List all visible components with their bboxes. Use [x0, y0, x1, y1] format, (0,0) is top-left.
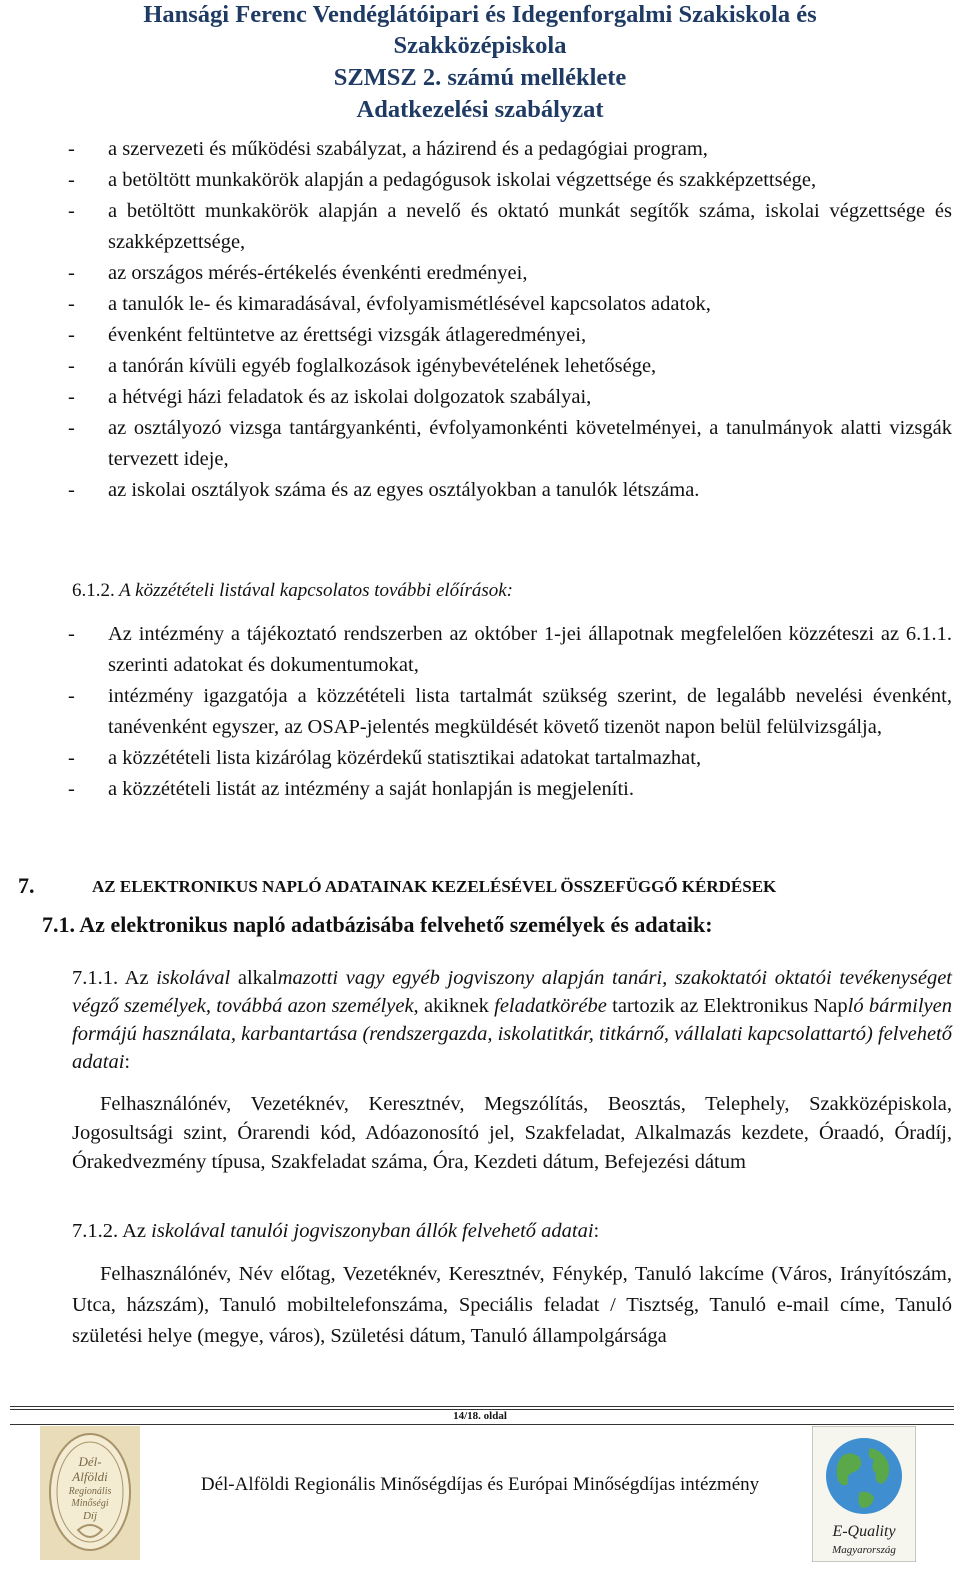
list-item — [68, 289, 952, 320]
list-item-text: a közzétételi lista kizárólag közérdekű statisztikai adatokat tartalmazhat, — [108, 747, 702, 769]
bullet-dash: - — [68, 355, 75, 377]
list-item-text: az iskolai osztályok száma és az egyes osztályokban a tanulók létszáma. — [108, 479, 700, 501]
bullet-dash: - — [68, 778, 75, 800]
list-item-text: a betöltött munkakörök alapján a pedagógusok iskolai végzettsége és szakképzettsége, — [108, 169, 817, 191]
list-item — [68, 258, 952, 289]
bullet-dash: - — [68, 386, 75, 408]
list-item — [68, 774, 952, 805]
header-line-1: Hansági Ferenc Vendéglátóipari és Idegenforgalmi Szakiskola és — [143, 1, 817, 28]
list-item — [68, 165, 952, 196]
e-quality-logo — [812, 1426, 916, 1562]
list-item — [68, 351, 952, 382]
italic-run: mazotti vagy egyéb jogviszony alapján tanári, szakoktatói oktatói tevékenységet végző személyek, továbbá azon személyek — [72, 967, 953, 1017]
list-item-text: a hétvégi házi feladatok és az iskolai dolgozatok szabályai, — [108, 386, 592, 408]
list-item — [68, 196, 952, 258]
list-item-text: az országos mérés-értékelés évenkénti eredményei, — [108, 262, 528, 284]
bullet-dash: - — [68, 138, 75, 160]
bullet-dash: - — [68, 324, 75, 346]
paragraph-7-1-2 — [72, 1217, 952, 1245]
italic-run: feladatkörébe — [494, 995, 607, 1017]
paragraph-7-1-1 — [72, 964, 952, 1076]
logo-text: Alföldi — [72, 1469, 108, 1484]
list-item — [68, 320, 952, 351]
bullet-dash: - — [68, 169, 75, 191]
italic-run: ló bármilyen formájú használata, karbantartása (rendszergazda, iskolatitkár, titkárnő, vállalati kapcsolattartó) felvehető adatai — [72, 995, 952, 1073]
paragraph-number: 7.1.1. — [72, 967, 119, 989]
logo-text: Minőségi — [71, 1498, 109, 1509]
list-item-text: az osztályozó vizsga tantárgyankénti, évfolyamonkénti követelményei, a tanulmányok alatti vizsgák tervezett ideje, — [108, 417, 952, 470]
list-item-text: a közzétételi listát az intézmény a saját honlapján is megjeleníti. — [108, 778, 634, 800]
list-item-text: a tanulók le- és kimaradásával, évfolyamismétlésével kapcsolatos adatok, — [108, 293, 711, 315]
staff-fields-list: Felhasználónév, Vezetéknév, Keresztnév, Megszólítás, Beosztás, Telephely, Szakközépiskola, Jogosultsági szint, Órarendi kód, Adóazonosító jel, Szakfeladat, Alkalmazás kezdete, Óraadó, Óradíj, Órakedvezmény típusa, Szakfeladat száma, Óra, Kezdeti dátum, Befejezési dátum — [72, 1093, 952, 1173]
logo-text: Dél- — [78, 1454, 102, 1469]
italic-run: iskolával — [156, 967, 231, 989]
list-item — [68, 413, 952, 475]
chapter-title: AZ ELEKTRONIKUS NAPLÓ ADATAINAK KEZELÉSÉVEL ÖSSZEFÜGGŐ KÉRDÉSEK — [92, 877, 777, 896]
paragraph-number: 7.1.2. — [72, 1220, 119, 1242]
list-item-text: a szervezeti és működési szabályzat, a házirend és a pedagógiai program, — [108, 138, 708, 160]
bullet-dash: - — [68, 747, 75, 769]
list-item — [68, 743, 952, 774]
section-7-1-heading: 7.1. Az elektronikus napló adatbázisába felvehető személyek és adataik: — [42, 912, 713, 937]
text-run: Az — [124, 967, 149, 989]
bullet-dash: - — [68, 262, 75, 284]
student-fields-list: Felhasználónév, Név előtag, Vezetéknév, Keresztnév, Fénykép, Tanuló lakcíme (Város, Irányítószám, Utca, házszám), Tanuló mobiltelefonszáma, Speciális feladat / Tisztség, Tanuló e-mail címe, Tanuló születési helye (megye, város), Születési dátum, Tanuló állampolgársága — [72, 1263, 952, 1347]
subsection-number: 6.1.2. — [72, 580, 115, 601]
chapter-number: 7. — [18, 873, 35, 898]
text-run: : — [124, 1051, 131, 1073]
italic-run: iskolával tanulói jogviszonyban állók felvehető adatai — [151, 1220, 594, 1242]
text-run: Az — [122, 1220, 147, 1242]
list-item-text: Az intézmény a tájékoztató rendszerben az október 1-jei állapotnak megfelelően közzéteszi az 6.1.1. szerinti adatokat és dokumentumokat, — [108, 623, 952, 676]
list-item-text: évenként feltüntetve az érettségi vizsgák átlageredményei, — [108, 324, 587, 346]
publication-list — [68, 134, 952, 506]
bullet-dash: - — [68, 417, 75, 439]
subsection-6-1-2-heading — [72, 580, 513, 602]
header-line-2: Szakközépiskola — [393, 32, 567, 59]
footer-institution-text: Dél-Alföldi Regionális Minőségdíjas és Európai Minőségdíjas intézmény — [200, 1474, 760, 1495]
logo-text: Regionális — [68, 1486, 112, 1497]
publication-rules-list — [68, 619, 952, 805]
page-number: 14/18. oldal — [453, 1410, 507, 1422]
footer-divider — [10, 1406, 954, 1407]
footer-divider — [10, 1424, 954, 1425]
list-item — [68, 475, 952, 506]
subsection-title: A közzétételi listával kapcsolatos további előírások: — [119, 580, 514, 601]
regional-quality-award-logo — [40, 1426, 140, 1560]
list-item-text: intézmény igazgatója a közzétételi lista tartalmát szükség szerint, de legalább nevelési évenként, tanévenként egyszer, az OSAP-jelentés megküldését követő tizenöt napon belül felülvizsgálja, — [108, 685, 952, 738]
text-run: alkal — [237, 967, 278, 989]
list-item-text: a betöltött munkakörök alapján a nevelő és oktató munkát segítők száma, iskolai végzettsége és szakképzettsége, — [108, 200, 952, 253]
logo-text: Magyarország — [832, 1544, 896, 1556]
bullet-dash: - — [68, 293, 75, 315]
logo-text: Díj — [82, 1510, 98, 1522]
list-item — [68, 681, 952, 743]
bullet-dash: - — [68, 479, 75, 501]
bullet-dash: - — [68, 685, 75, 707]
text-run: , akiknek — [413, 995, 489, 1017]
list-item-text: a tanórán kívüli egyéb foglalkozások igénybevételének lehetősége, — [108, 355, 657, 377]
header-line-4: Adatkezelési szabályzat — [356, 96, 604, 123]
list-item — [68, 382, 952, 413]
list-item — [68, 134, 952, 165]
logo-text: E-Quality — [832, 1523, 896, 1540]
text-run: tartozik az Elektronikus Nap — [612, 995, 848, 1017]
bullet-dash: - — [68, 200, 75, 222]
bullet-dash: - — [68, 623, 75, 645]
text-run: : — [593, 1220, 600, 1242]
header-line-3: SZMSZ 2. számú melléklete — [333, 64, 627, 91]
list-item — [68, 619, 952, 681]
